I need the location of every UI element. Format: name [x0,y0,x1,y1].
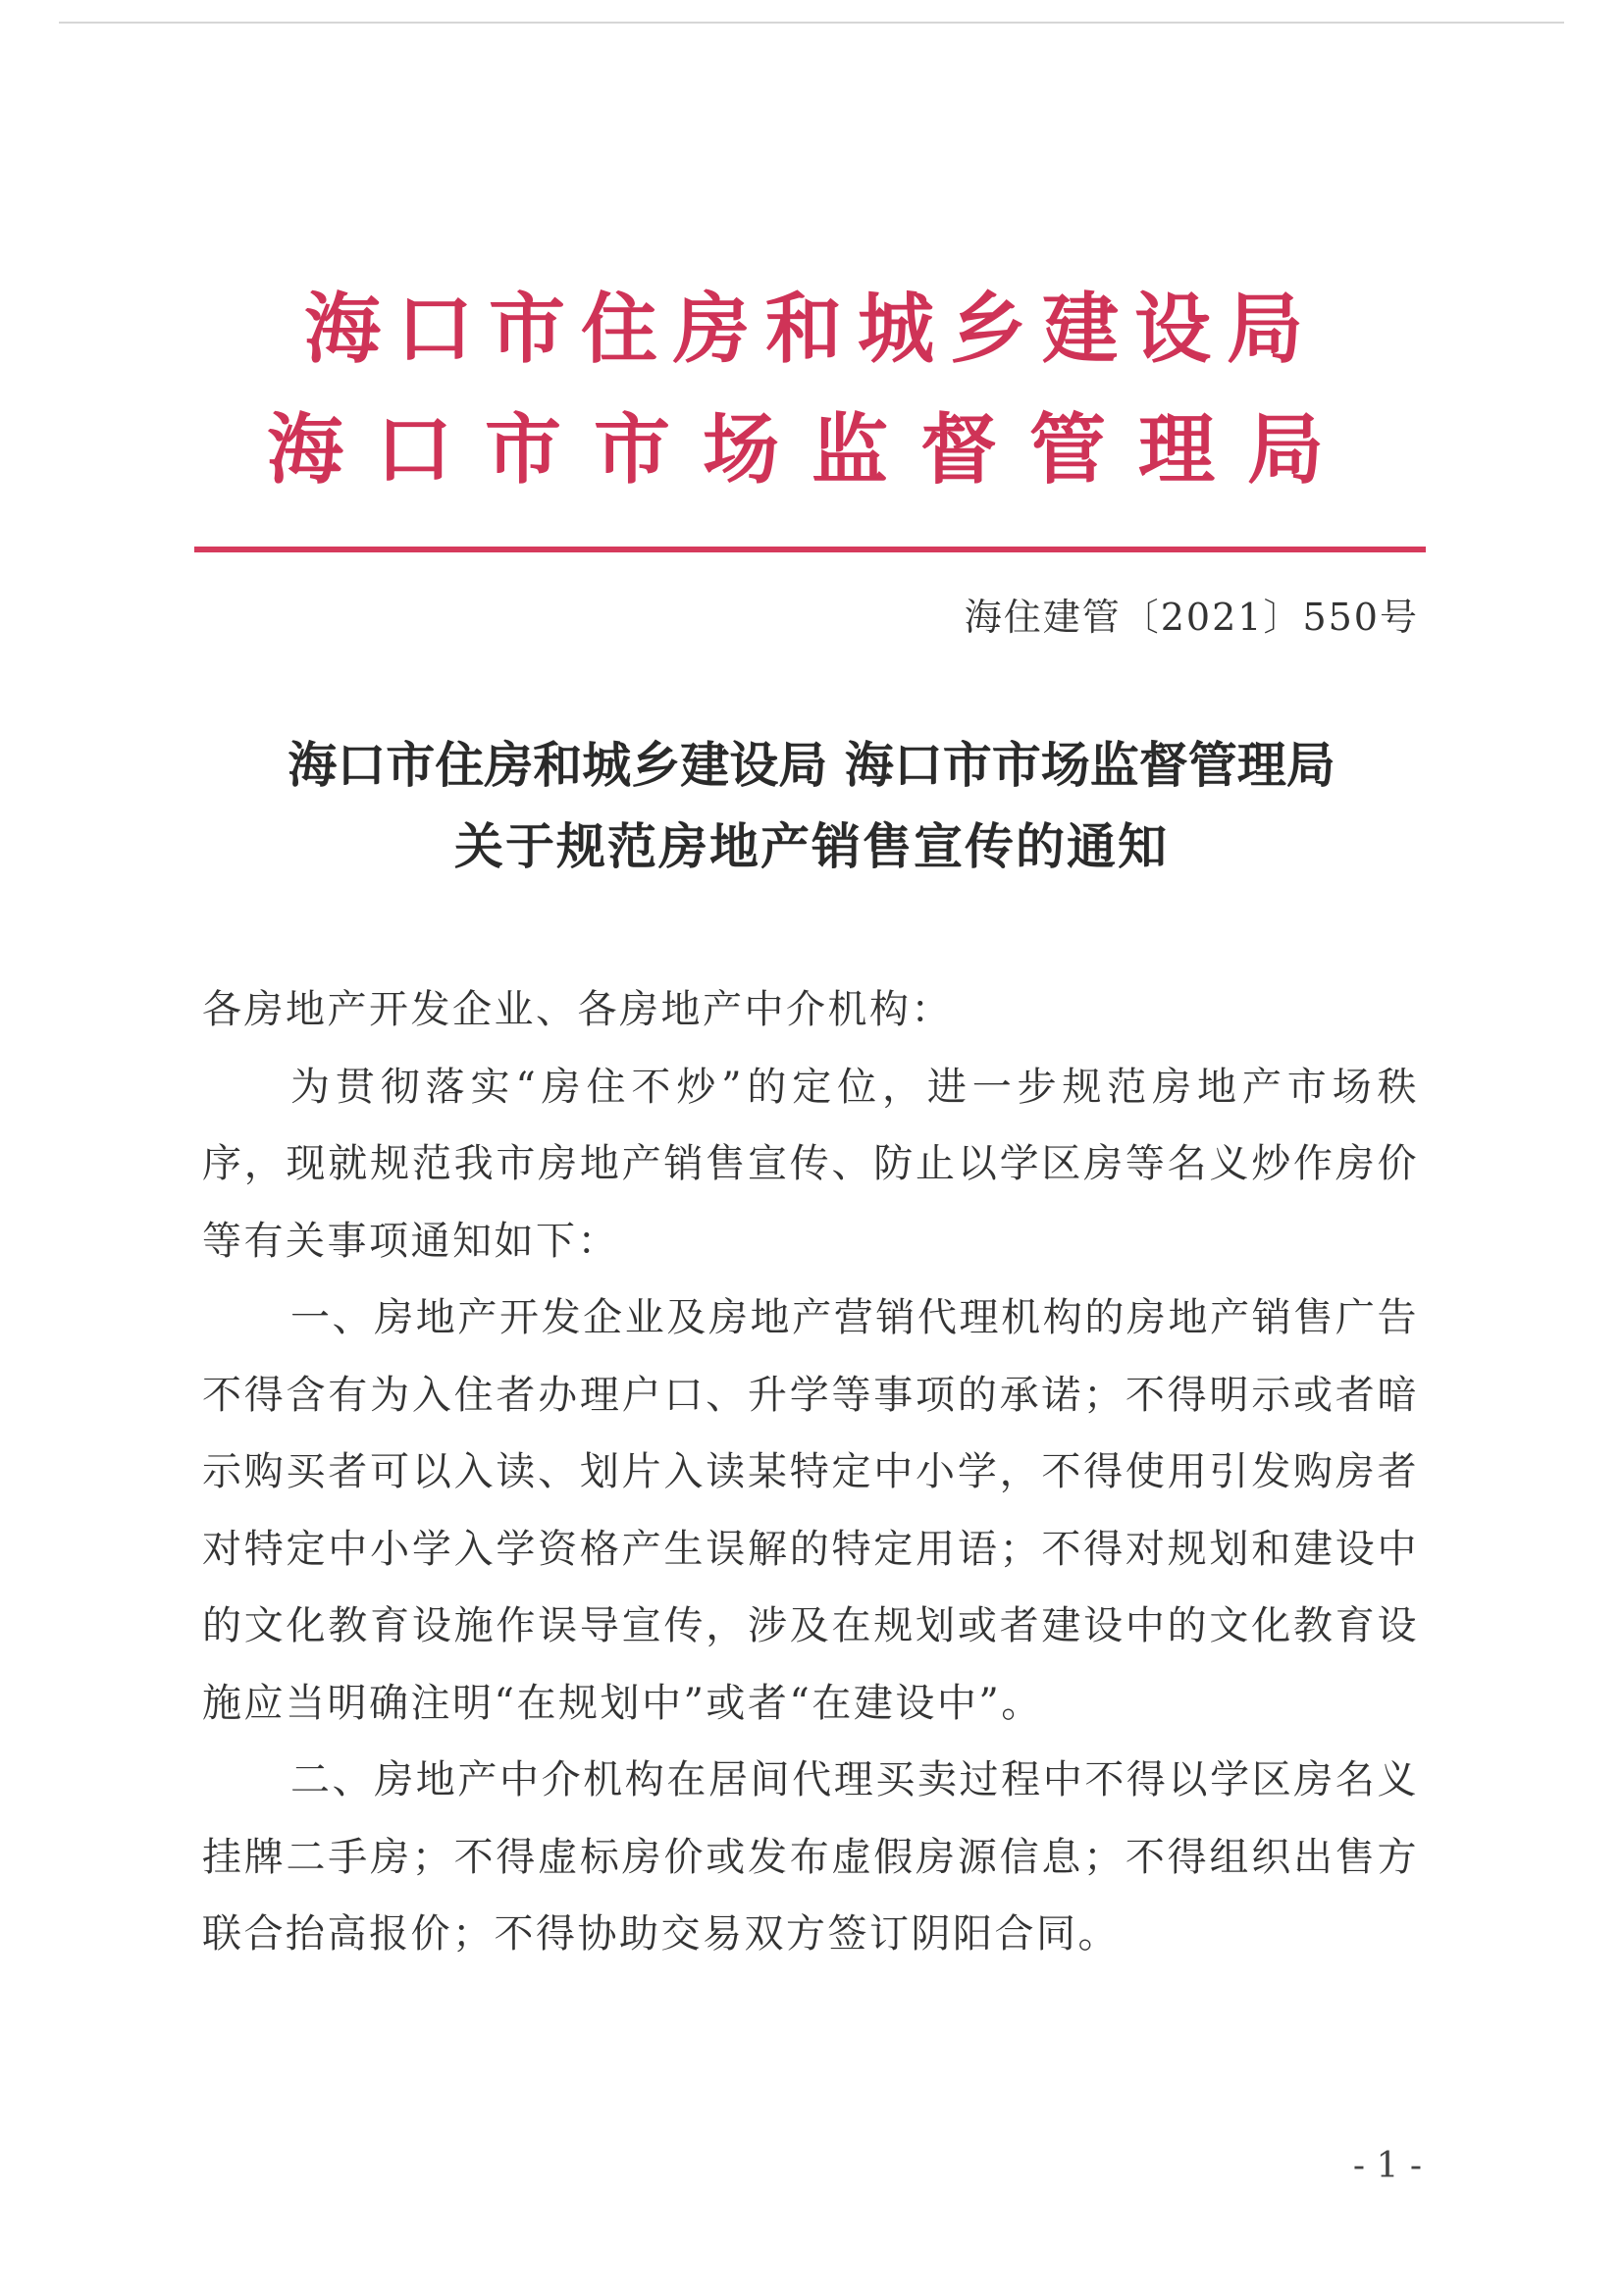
letterhead-line-1: 海口市住房和城乡建设局 [303,286,1319,374]
red-separator-rule [194,547,1426,552]
document-body [202,971,1419,1973]
document-number: 海住建管〔2021〕550号 [964,596,1419,639]
letterhead-line-2: 海口市市场监督管理局 [266,406,1356,495]
page-number: - 1 - [1352,2146,1422,2186]
body-paragraph-item-1: 一、房地产开发企业及房地产营销代理机构的房地产销售广告不得含有为入住者办理户口、升学等事项的承诺；不得明示或者暗示购买者可以入读、划片入读某特定中小学，不得使用引发购房者对特定中小学入学资格产生误解的特定用语；不得对规划和建设中的文化教育设施作误导宣传，涉及在规划或者建设中的文化教育设施应当明确注明“在规划中”或者“在建设中”。 [202,1295,1419,1726]
document-title-line-2: 关于规范房地产销售宣传的通知 [454,818,1169,875]
salutation: 各房地产开发企业、各房地产中介机构： [202,987,953,1032]
document-title-line-1: 海口市住房和城乡建设局 海口市市场监督管理局 [288,737,1335,794]
body-paragraph-item-2: 二、房地产中介机构在居间代理买卖过程中不得以学区房名义挂牌二手房；不得虚标房价或发布虚假房源信息；不得组织出售方联合抬高报价；不得协助交易双方签订阴阳合同。 [202,1757,1419,1957]
page-top-rule [59,22,1564,24]
body-paragraph-intro: 为贯彻落实“房住不炒”的定位，进一步规范房地产市场秩序，现就规范我市房地产销售宣传、防止以学区房等名义炒作房价等有关事项通知如下： [202,1064,1419,1264]
